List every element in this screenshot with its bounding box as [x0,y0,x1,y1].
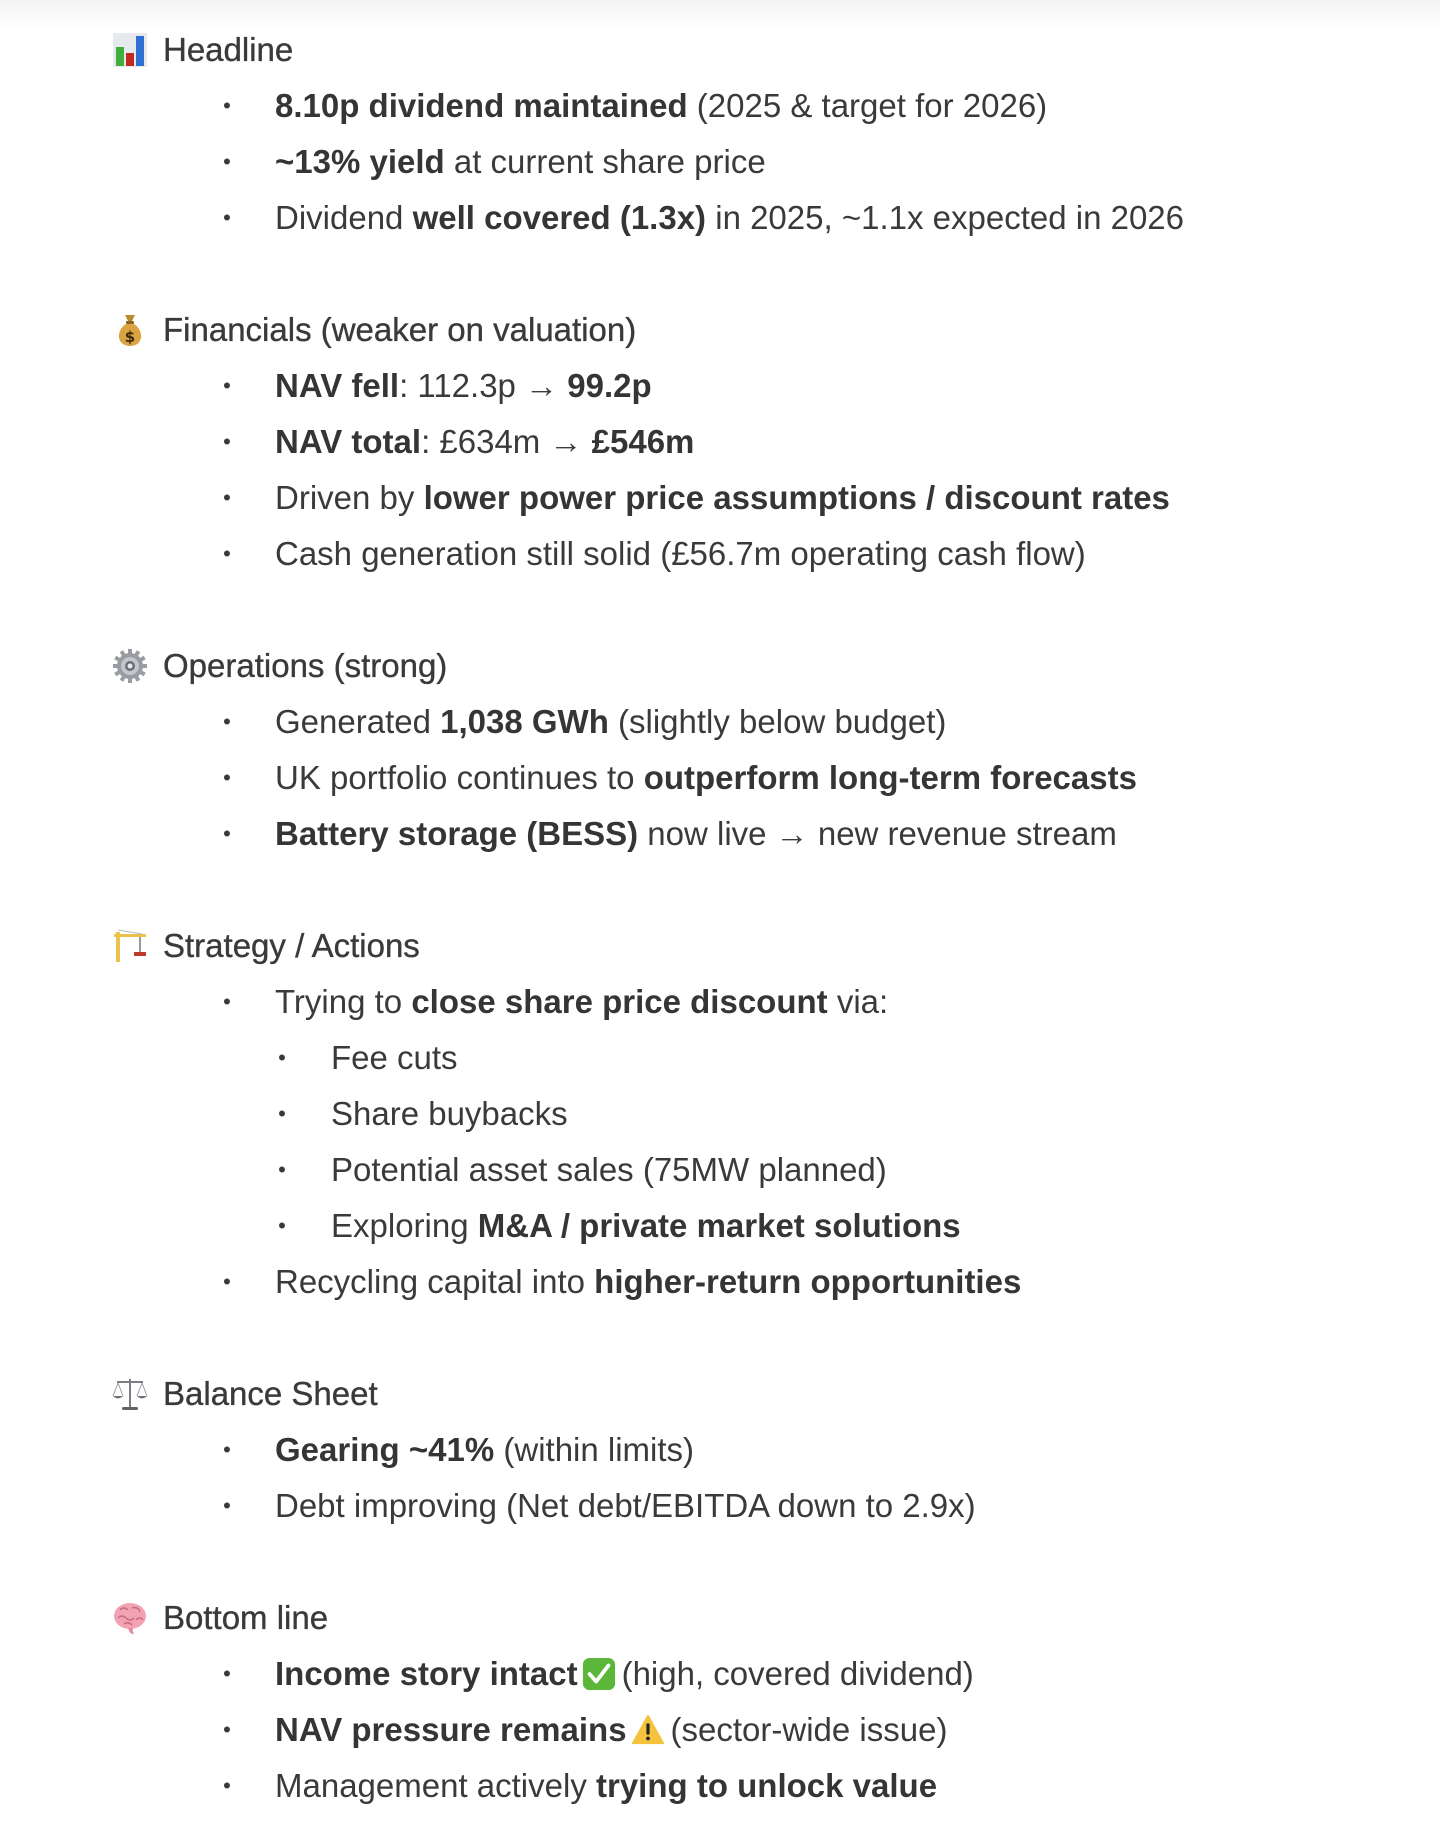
section-title: Financials (weaker on valuation) [163,311,637,348]
list-item [0,750,1440,806]
bullet-dot: • [223,149,231,174]
section-heading [0,1590,1440,1646]
section-title: Headline [163,31,294,68]
list-item [0,1422,1440,1478]
bold-text: 8.10p dividend maintained [275,87,688,124]
text: (2025 & target for 2026) [687,87,1048,124]
bold-text: Income story intact [275,1655,578,1692]
list-item [0,1254,1440,1310]
list-item [0,1646,1440,1702]
bullet-dot: • [278,1157,286,1182]
construction-crane-icon [112,928,148,964]
text: UK portfolio continues to [275,759,644,796]
text: Cash generation still solid (£56.7m operating cash flow) [275,535,1086,572]
text: via: [827,983,889,1020]
list-item [0,694,1440,750]
section-spacer [0,1534,1440,1590]
list-item [0,414,1440,470]
text: now live → new revenue stream [638,815,1117,852]
text: Exploring [331,1207,478,1244]
bold-text: close share price discount [411,983,828,1020]
bullet-dot: • [223,989,231,1014]
section-title: Operations (strong) [163,647,448,684]
section-heading [0,302,1440,358]
list-item [0,526,1440,582]
bullet-dot: • [223,93,231,118]
bullet-dot: • [223,1773,231,1798]
bullet-dot: • [223,541,231,566]
brain-icon [112,1600,148,1636]
sub-list-item [0,1142,1440,1198]
section-title: Bottom line [163,1599,329,1636]
list-item [0,190,1440,246]
list-item [0,134,1440,190]
bold-text: higher-return opportunities [594,1263,1022,1300]
text: Debt improving (Net debt/EBITDA down to 2.9x) [275,1487,976,1524]
bold-text: Battery storage (BESS) [275,815,639,852]
text: Dividend [275,199,413,236]
bold-text: 1,038 GWh [440,703,609,740]
text: Driven by [275,479,424,516]
bullet-dot: • [278,1213,286,1238]
section-heading [0,22,1440,78]
bold-text: M&A / private market solutions [477,1207,961,1244]
money-bag-icon [112,312,148,348]
text: Fee cuts [331,1039,458,1076]
text: Generated [275,703,441,740]
sub-list-item [0,1198,1440,1254]
text: (within limits) [494,1431,695,1468]
list-item [0,974,1440,1030]
bullet-dot: • [223,1493,231,1518]
section-heading [0,1366,1440,1422]
bullet-dot: • [223,1269,231,1294]
bold-text: outperform long-term forecasts [643,759,1137,796]
sub-list-item [0,1086,1440,1142]
text: Management actively [275,1767,596,1804]
bullet-dot: • [223,765,231,790]
bullet-dot: • [223,429,231,454]
text: : 112.3p → [399,367,568,404]
notes-document [0,22,1440,1814]
bullet-dot: • [223,1661,231,1686]
sub-list-item [0,1030,1440,1086]
bold-text: ~13% yield [275,143,445,180]
bullet-dot: • [223,485,231,510]
section-title: Balance Sheet [163,1375,378,1412]
bold-text: NAV total [275,423,422,460]
bold-text: NAV pressure remains [275,1711,627,1748]
list-item [0,1758,1440,1814]
section-heading [0,918,1440,974]
bold-text: Gearing ~41% [275,1431,495,1468]
section-spacer [0,246,1440,302]
check-mark-icon [582,1652,616,1686]
warning-icon [631,1708,665,1742]
section-spacer [0,1310,1440,1366]
bar-chart-icon [112,32,148,68]
gear-icon [112,648,148,684]
bullet-dot: • [223,709,231,734]
list-item [0,806,1440,862]
text: (slightly below budget) [608,703,947,740]
balance-scale-icon [112,1376,148,1412]
text: Share buybacks [331,1095,568,1132]
list-item [0,470,1440,526]
bullet-dot: • [278,1045,286,1070]
bullet-dot: • [223,373,231,398]
bullet-dot: • [223,1717,231,1742]
list-item [0,78,1440,134]
text: Potential asset sales (75MW planned) [331,1151,887,1188]
text: Trying to [275,983,412,1020]
text: in 2025, ~1.1x expected in 2026 [706,199,1185,236]
list-item [0,1702,1440,1758]
bullet-dot: • [223,821,231,846]
text: Recycling capital into [275,1263,595,1300]
section-title: Strategy / Actions [163,927,420,964]
section-spacer [0,582,1440,638]
bullet-dot: • [223,1437,231,1462]
list-item [0,1478,1440,1534]
bold-text: NAV fell [275,367,400,404]
list-item [0,358,1440,414]
bullet-dot: • [223,205,231,230]
bold-text: lower power price assumptions / discount rates [423,479,1170,516]
text: (sector-wide issue) [670,1711,948,1748]
text: at current share price [444,143,766,180]
svg-text:$: $ [124,328,136,346]
bold-text: well covered (1.3x) [412,199,707,236]
text: (high, covered dividend) [621,1655,974,1692]
bold-text: £546m [591,423,695,460]
section-heading [0,638,1440,694]
section-spacer [0,862,1440,918]
bold-text: trying to unlock value [596,1767,938,1804]
text: : £634m → [421,423,592,460]
bold-text: 99.2p [567,367,652,404]
bullet-dot: • [278,1101,286,1126]
